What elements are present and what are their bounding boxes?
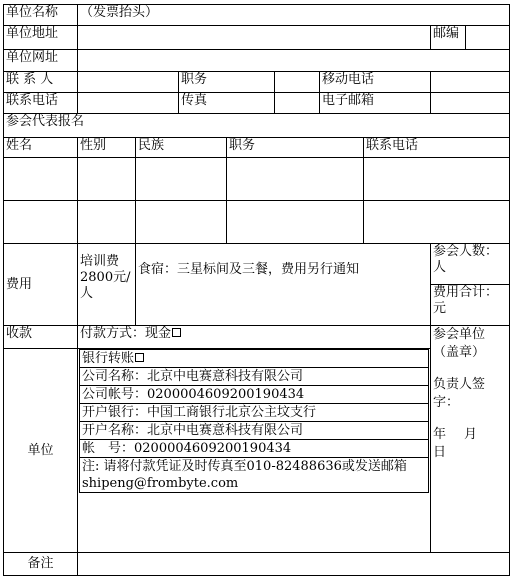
header-phone: 联系电话 <box>364 138 510 158</box>
delegates-section-title: 参会代表报名 <box>4 114 510 138</box>
unit-name-label: 单位名称 <box>4 5 78 26</box>
delegate-2-phone-field[interactable] <box>364 201 510 244</box>
header-gender: 性别 <box>78 138 136 158</box>
unit-website-label: 单位网址 <box>4 50 78 71</box>
attendees-cell[interactable] <box>431 244 510 285</box>
contact-person-field[interactable] <box>78 71 179 92</box>
cash-checkbox-icon[interactable] <box>172 328 181 337</box>
contact-person-label: 联 系 人 <box>4 71 78 92</box>
receipt-label: 收款 <box>4 326 78 349</box>
delegate-2-name-field[interactable] <box>4 201 78 244</box>
delegate-1-gender-field[interactable] <box>78 158 136 201</box>
day-label: 日 <box>433 445 447 461</box>
stamp-label: 参会单位（盖章） <box>433 327 486 361</box>
delegate-2-gender-field[interactable] <box>78 201 136 244</box>
delegate-2-position-field[interactable] <box>227 201 364 244</box>
delegate-1-position-field[interactable] <box>227 158 364 201</box>
registration-form <box>3 4 510 576</box>
account-number: 帐 号：0200004609200190434 <box>79 440 429 458</box>
accommodation-note: 食宿：三星标间及三餐，费用另行通知 <box>136 244 431 326</box>
total-cell[interactable] <box>431 285 510 326</box>
total-unit: 元 <box>433 301 447 317</box>
postcode-field[interactable] <box>466 26 510 50</box>
mobile-label: 移动电话 <box>320 71 431 92</box>
payment-note: 注: 请将付款凭证及时传真至010-82488636或发送邮箱shipeng@frombyte.com <box>79 458 429 493</box>
attendees-unit: 人 <box>433 260 447 276</box>
delegate-1-ethnicity-field[interactable] <box>136 158 227 201</box>
signature-block <box>431 326 510 553</box>
payment-method-cell[interactable] <box>78 326 431 349</box>
month-label: 月 <box>464 427 478 443</box>
bank-transfer-label: 银行转账 <box>82 350 135 366</box>
delegate-2-ethnicity-field[interactable] <box>136 201 227 244</box>
header-position: 职务 <box>227 138 364 158</box>
header-ethnicity: 民族 <box>136 138 227 158</box>
payment-method-label: 付款方式：现金 <box>80 326 172 342</box>
bank-details-cell <box>78 348 431 553</box>
unit-address-label: 单位地址 <box>4 26 78 50</box>
total-label: 费用合计： <box>433 285 499 301</box>
company-account: 公司帐号：0200004609200190434 <box>79 386 429 404</box>
signer-label: 负责人签字： <box>433 377 486 411</box>
delegate-1-name-field[interactable] <box>4 158 78 201</box>
header-name: 姓名 <box>4 138 78 158</box>
unit-name-value[interactable]: （发票抬头） <box>78 5 510 26</box>
position-field[interactable] <box>275 71 320 92</box>
bank-transfer-row[interactable] <box>79 349 429 368</box>
attendees-label: 参会人数： <box>433 244 499 260</box>
contact-phone-field[interactable] <box>78 92 179 113</box>
account-name: 开户名称：北京中电赛意科技有限公司 <box>79 422 429 440</box>
payer-unit-label: 单位 <box>4 348 78 553</box>
date-line <box>433 426 507 462</box>
remarks-field[interactable] <box>78 553 510 576</box>
year-label: 年 <box>433 427 447 443</box>
training-fee: 培训费2800元/人 <box>78 244 136 326</box>
bank-transfer-checkbox-icon[interactable] <box>135 353 144 362</box>
mobile-field[interactable] <box>431 71 510 92</box>
fee-label: 费用 <box>4 244 78 326</box>
position-label: 职务 <box>179 71 275 92</box>
remarks-label: 备注 <box>4 553 78 576</box>
email-field[interactable] <box>431 92 510 113</box>
unit-address-field[interactable] <box>78 26 431 50</box>
unit-website-field[interactable] <box>78 50 510 71</box>
delegate-1-phone-field[interactable] <box>364 158 510 201</box>
email-label: 电子邮箱 <box>320 92 431 113</box>
postcode-label: 邮编 <box>431 26 466 50</box>
bank-name: 开户银行：中国工商银行北京公主坟支行 <box>79 404 429 422</box>
contact-phone-label: 联系电话 <box>4 92 78 113</box>
company-name: 公司名称：北京中电赛意科技有限公司 <box>79 368 429 386</box>
fax-field[interactable] <box>275 92 320 113</box>
fax-label: 传真 <box>179 92 275 113</box>
